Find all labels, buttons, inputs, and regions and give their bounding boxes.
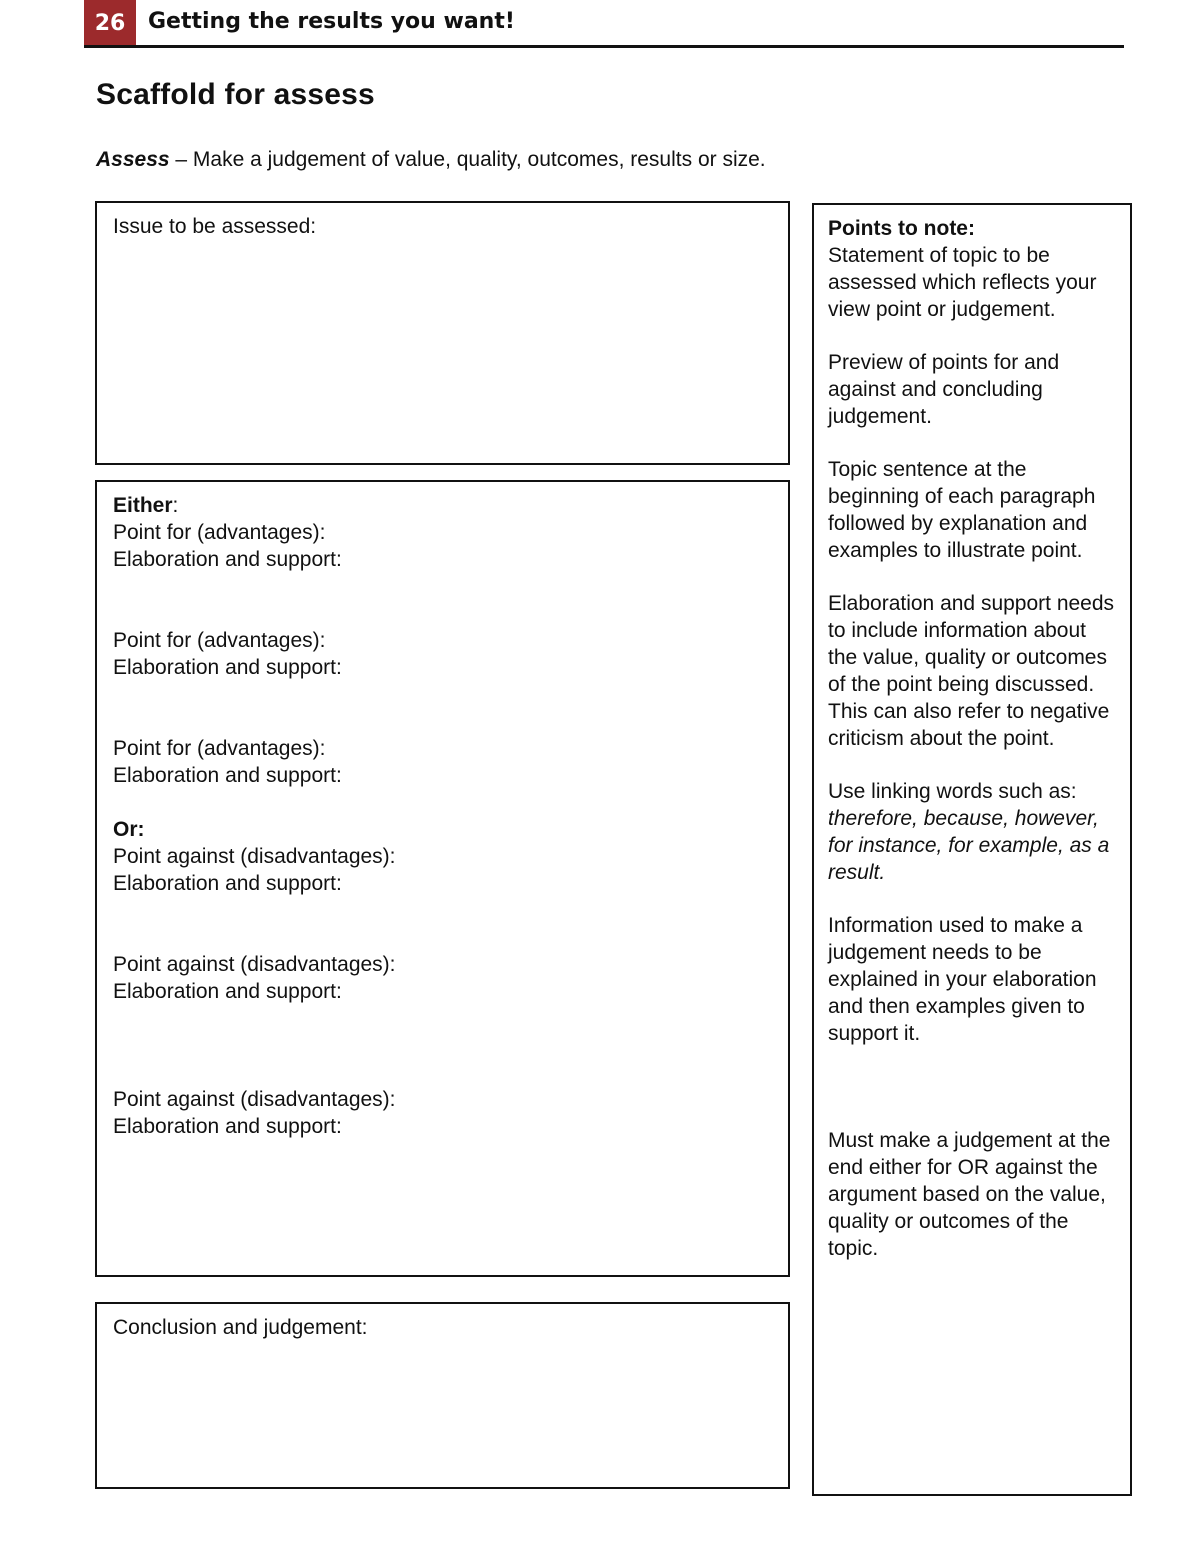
elaboration-label-5: Elaboration and support:	[113, 980, 342, 1003]
conclusion-label: Conclusion and judgement:	[113, 1316, 368, 1339]
elaboration-label-2: Elaboration and support:	[113, 656, 342, 679]
against-point-label-2: Point against (disadvantages):	[113, 953, 396, 976]
body-paragraphs-box[interactable]	[95, 480, 790, 1277]
for-point-label-3: Point for (advantages):	[113, 737, 326, 760]
issue-label: Issue to be assessed:	[113, 215, 317, 238]
note-1: Statement of topic to be assessed which reflects your view point or judgement.	[828, 244, 1097, 321]
running-header-title: Getting the results you want!	[148, 9, 515, 34]
page-number: 26	[94, 11, 126, 36]
for-point-label-1: Point for (advantages):	[113, 521, 326, 544]
note-4: Elaboration and support needs to include information about the value, quality or outcomes of the point being discussed. This can also refer to negative criticism about the point.	[828, 592, 1115, 750]
points-to-note-box	[812, 203, 1132, 1496]
elaboration-label-3: Elaboration and support:	[113, 764, 342, 787]
either-heading: Either:	[113, 494, 179, 517]
elaboration-label-6: Elaboration and support:	[113, 1115, 342, 1138]
page-number-badge	[84, 0, 136, 47]
or-heading: Or:	[113, 818, 145, 841]
linking-words: therefore, because, however, for instance, for example, as a result.	[828, 807, 1110, 884]
against-point-label-3: Point against (disadvantages):	[113, 1088, 396, 1111]
header-rule	[84, 45, 1124, 48]
elaboration-label-4: Elaboration and support:	[113, 872, 342, 895]
note-6: Information used to make a judgement needs to be explained in your elaboration and then examples given to support it.	[828, 914, 1097, 1045]
note-2: Preview of points for and against and concluding judgement.	[828, 351, 1060, 428]
conclusion-box[interactable]	[95, 1302, 790, 1489]
against-point-label-1: Point against (disadvantages):	[113, 845, 396, 868]
page-title: Scaffold for assess	[96, 78, 375, 111]
notes-heading: Points to note:	[828, 217, 975, 240]
note-5: Use linking words such as: therefore, because, however, for instance, for example, as a result.	[828, 780, 1110, 884]
note-3: Topic sentence at the beginning of each paragraph followed by explanation and examples to illustrate point.	[828, 458, 1096, 562]
elaboration-label-1: Elaboration and support:	[113, 548, 342, 571]
note-7: Must make a judgement at the end either for OR against the argument based on the value, quality or outcomes of the topic.	[828, 1129, 1111, 1260]
issue-box[interactable]	[95, 201, 790, 465]
definition-text: – Make a judgement of value, quality, outcomes, results or size.	[169, 148, 766, 171]
definition-term: Assess	[96, 148, 170, 171]
definition	[96, 148, 766, 172]
for-point-label-2: Point for (advantages):	[113, 629, 326, 652]
